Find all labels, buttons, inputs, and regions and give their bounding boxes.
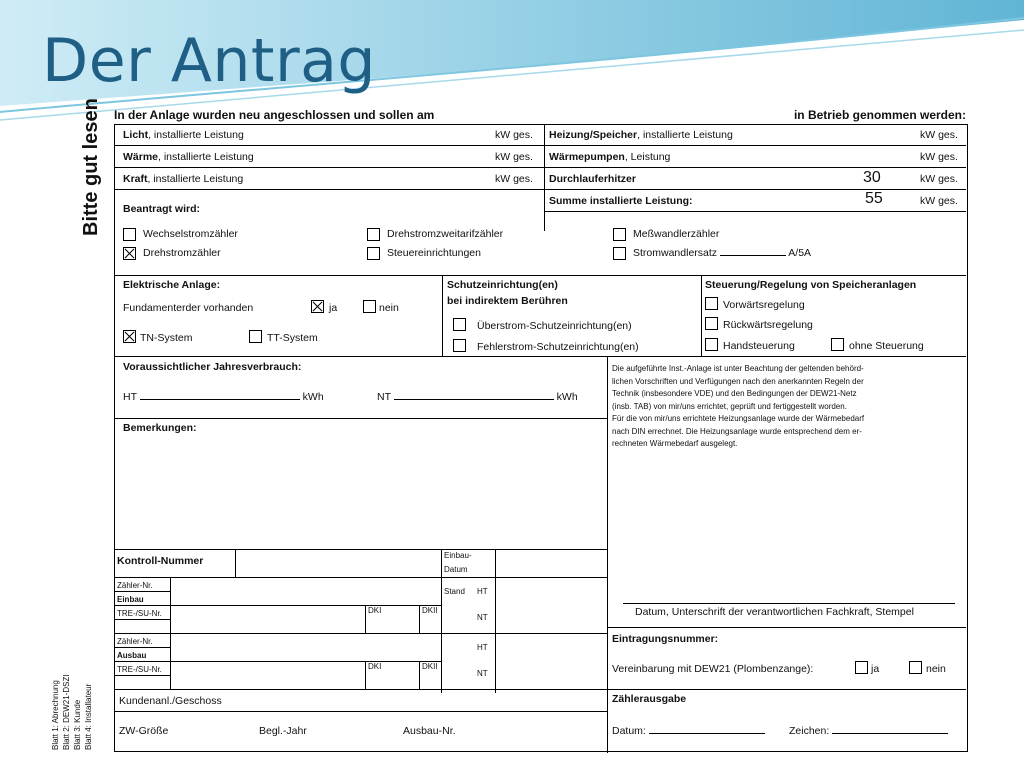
waermepumpen-label: Wärmepumpen, Leistung (549, 151, 671, 163)
heizung-label: Heizung/Speicher, installierte Leistung (549, 129, 733, 141)
zw-groesse-label: ZW-Größe (119, 725, 169, 737)
ausbau-nt-label: NT (477, 669, 488, 678)
plombenzange-ja-label: ja (871, 663, 880, 675)
ausbau-label: Ausbau (117, 651, 147, 660)
zaehlerausgabe-datum-row: Datum: (612, 725, 765, 737)
jahres-nt-row: NT kWh (377, 391, 578, 403)
bemerkungen-field[interactable] (119, 437, 603, 547)
heizung-unit: kW ges. (920, 129, 958, 141)
einbau-tre-label: TRE-/SU-Nr. (117, 609, 162, 618)
drehstromzweitarif-label: Drehstromzweitarifzähler (387, 228, 504, 240)
sheet-1-label: Blatt 1: Abrechnung (51, 680, 60, 750)
ausbau-dki-label: DKI (368, 662, 382, 671)
kontroll-title: Kontroll-Nummer (117, 555, 204, 567)
handsteuerung-checkbox[interactable] (705, 338, 718, 351)
form-header (110, 106, 970, 124)
elektrische-anlage-title: Elektrische Anlage: (123, 279, 221, 291)
kontroll-number-field[interactable] (237, 551, 439, 575)
tn-system-checkbox[interactable] (123, 330, 136, 343)
ausbau-zaehler-label: Zähler-Nr. (117, 637, 153, 646)
einbau-dki-label: DKI (368, 606, 382, 615)
jahres-ht-row: HT kWh (123, 391, 324, 403)
tt-system-checkbox[interactable] (249, 330, 262, 343)
einbau-datum-label-1: Einbau- (444, 551, 472, 560)
durchlauferhitzer-value: 30 (863, 169, 881, 186)
wechselstrom-checkbox[interactable] (123, 228, 136, 241)
form-header-right: in Betrieb genommen werden: (793, 108, 966, 122)
zaehlerausgabe-label: Zählerausgabe (612, 693, 687, 705)
messwandler-label: Meßwandlerzähler (633, 228, 720, 240)
fehlerstrom-checkbox[interactable] (453, 339, 466, 352)
please-read-label: Bitte gut lesen (80, 98, 102, 236)
plombenzange-ja-checkbox[interactable] (855, 661, 868, 674)
einbau-nt-label: NT (477, 613, 488, 622)
plombenzange-nein-label: nein (926, 663, 946, 675)
ohne-steuerung-checkbox[interactable] (831, 338, 844, 351)
form-frame (114, 124, 968, 752)
sheet-4-label: Blatt 4: Installateur (84, 683, 93, 750)
application-form (110, 106, 970, 752)
schutz-title-2: bei indirektem Berühren (447, 295, 568, 307)
vorwaerts-checkbox[interactable] (705, 297, 718, 310)
vereinbarung-label: Vereinbarung mit DEW21 (Plombenzange): (612, 663, 814, 675)
form-header-left: In der Anlage wurden neu angeschlossen und sollen am (114, 108, 435, 122)
einbau-datum-label-2: Datum (444, 565, 468, 574)
jahresverbrauch-title: Voraussichtlicher Jahresverbrauch: (123, 361, 302, 373)
schutz-title-1: Schutzeinrichtung(en) (447, 279, 558, 291)
waerme-unit: kW ges. (495, 151, 533, 163)
ausbau-ht-label: HT (477, 643, 488, 652)
stromwandler-label: Stromwandlersatz A/5A (633, 247, 812, 259)
tt-system-label: TT-System (267, 332, 318, 344)
drehstromzweitarif-checkbox[interactable] (367, 228, 380, 241)
stromwandler-checkbox[interactable] (613, 247, 626, 260)
summe-label: Summe installierte Leistung: (549, 195, 693, 207)
durchlauferhitzer-label: Durchlauferhitzer (549, 173, 636, 185)
einbau-ht-label: HT (477, 587, 488, 596)
drehstrom-checkbox[interactable] (123, 247, 136, 260)
handsteuerung-label: Handsteuerung (723, 340, 795, 352)
rueckwaerts-label: Rückwärtsregelung (723, 319, 813, 331)
rueckwaerts-checkbox[interactable] (705, 317, 718, 330)
sheet-2-label: Blatt 2: DEW21-DSZI (62, 674, 71, 750)
sheet-distribution-list (50, 674, 94, 750)
declaration-text: Die aufgeführte Inst.-Anlage ist unter Beachtung der geltenden behörd- lichen Vorschriften und Verfügungen nach den anerkannten Regeln der Technik (insbesondere VDE) und den Bedingungen der DEW21-Netz (insb. TAB) von mir/uns errichtet, geprüft und fertiggestellt worden. Für die von mir/uns errichtete Heizungsanlage wurde der Wärmebedarf nach DIN errechnet. Die Heizungsanlage wurde entsprechend dem er- rechneten Wärmebedarf ausgelegt. (612, 364, 865, 448)
einbau-dkii-label: DKII (422, 606, 438, 615)
fundamenterder-ja-checkbox[interactable] (311, 300, 324, 313)
eintragungsnummer-label: Eintragungsnummer: (612, 633, 719, 645)
ausbau-tre-label: TRE-/SU-Nr. (117, 665, 162, 674)
einbau-label: Einbau (117, 595, 144, 604)
ohne-steuerung-label: ohne Steuerung (849, 340, 924, 352)
steuerung-title: Steuerung/Regelung von Speicheranlagen (705, 279, 917, 291)
kraft-unit: kW ges. (495, 173, 533, 185)
vorwaerts-label: Vorwärtsregelung (723, 299, 805, 311)
fundamenterder-nein-label: nein (379, 302, 399, 314)
durchlauferhitzer-unit: kW ges. (920, 173, 958, 185)
fehlerstrom-label: Fehlerstrom-Schutzeinrichtung(en) (477, 341, 639, 353)
einbau-stand-label: Stand (444, 587, 465, 596)
waermepumpen-unit: kW ges. (920, 151, 958, 163)
summe-value: 55 (865, 190, 883, 207)
signature-caption: Datum, Unterschrift der verantwortlichen Fachkraft, Stempel (635, 606, 914, 618)
drehstrom-label: Drehstromzähler (143, 247, 221, 259)
steuereinrichtungen-label: Steuereinrichtungen (387, 247, 481, 259)
begl-jahr-label: Begl.-Jahr (259, 725, 307, 737)
zaehlerausgabe-zeichen-row: Zeichen: (789, 725, 948, 737)
messwandler-checkbox[interactable] (613, 228, 626, 241)
wechselstrom-label: Wechselstromzähler (143, 228, 238, 240)
fundamenterder-label: Fundamenterder vorhanden (123, 302, 254, 314)
ueberstrom-checkbox[interactable] (453, 318, 466, 331)
kundenanlage-label: Kundenanl./Geschoss (119, 695, 222, 707)
ueberstrom-label: Überstrom-Schutzeinrichtung(en) (477, 320, 632, 332)
waerme-label: Wärme, installierte Leistung (123, 151, 254, 163)
sheet-3-label: Blatt 3: Kunde (73, 699, 82, 750)
ausbau-nr-label: Ausbau-Nr. (403, 725, 456, 737)
ausbau-dkii-label: DKII (422, 662, 438, 671)
kraft-label: Kraft, installierte Leistung (123, 173, 244, 185)
beantragt-title: Beantragt wird: (123, 203, 201, 215)
summe-unit: kW ges. (920, 195, 958, 207)
tn-system-label: TN-System (140, 332, 193, 344)
einbau-zaehler-label: Zähler-Nr. (117, 581, 153, 590)
licht-unit: kW ges. (495, 129, 533, 141)
fundamenterder-ja-label: ja (329, 302, 338, 314)
slide-title: Der Antrag (42, 26, 376, 96)
bemerkungen-label: Bemerkungen: (123, 422, 197, 434)
fundamenterder-nein-checkbox[interactable] (363, 300, 376, 313)
plombenzange-nein-checkbox[interactable] (909, 661, 922, 674)
licht-label: Licht, installierte Leistung (123, 129, 244, 141)
steuereinrichtungen-checkbox[interactable] (367, 247, 380, 260)
